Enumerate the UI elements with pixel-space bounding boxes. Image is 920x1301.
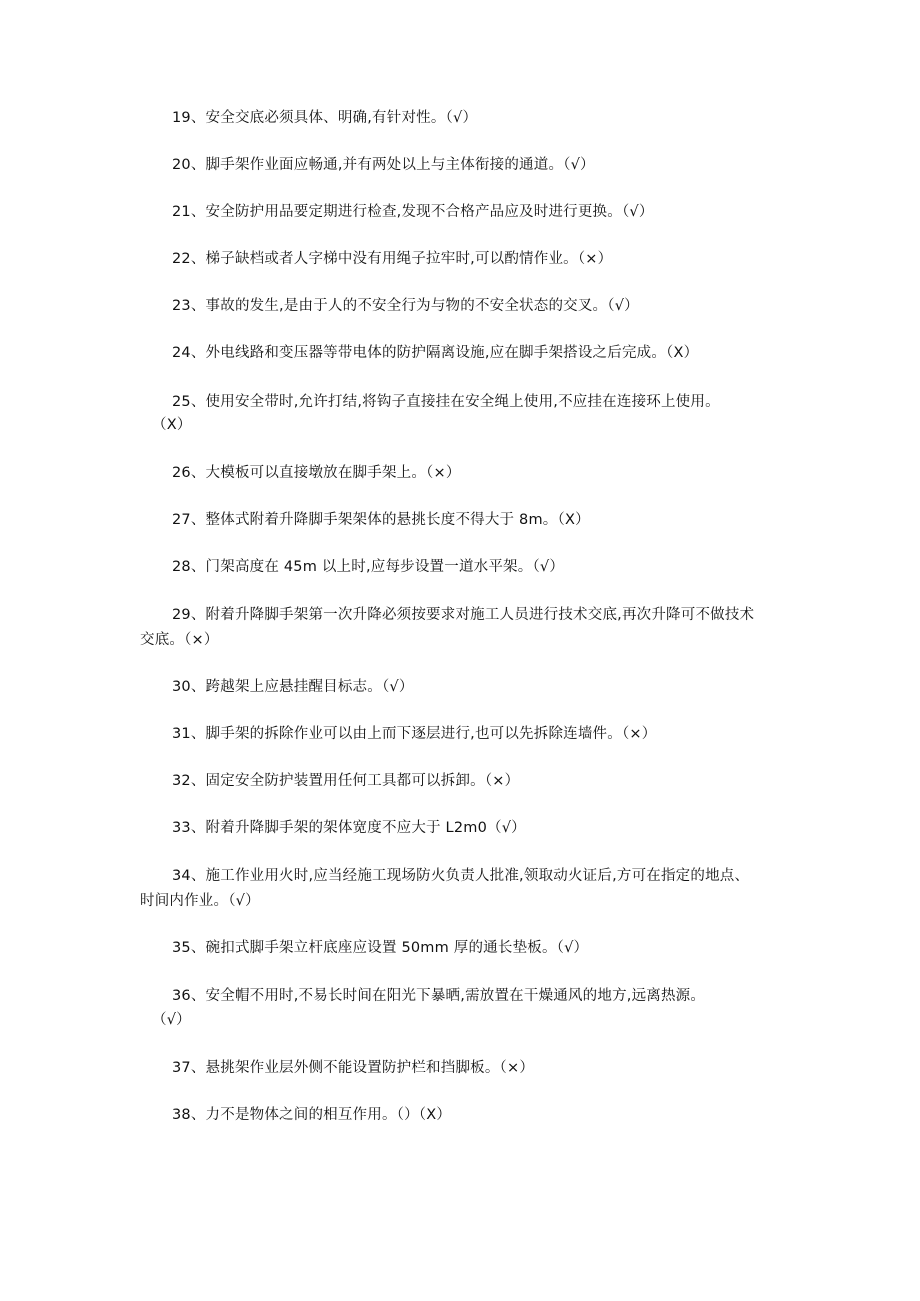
question-continuation [140,889,260,910]
question-text: 27、整体式附着升降脚手架架体的悬挑长度不得大于 8m。（X） [172,512,590,528]
question-text: 36、安全帽不用时,不易长时间在阳光下暴晒,需放置在干燥通风的地方,远离热源。 [172,988,706,1004]
question-text: 33、附着升降脚手架的架体宽度不应大于 L2m0（√） [172,820,526,836]
question-item [172,508,590,529]
question-item [172,200,654,221]
question-text: 20、脚手架作业面应畅通,并有两处以上与主体衔接的通道。（√） [172,157,595,173]
question-text: 35、碗扣式脚手架立杆底座应设置 50mm 厚的通长垫板。（√） [172,940,589,956]
question-text: 24、外电线路和变压器等带电体的防护隔离设施,应在脚手架搭设之后完成。（X） [172,345,699,361]
question-text: 30、跨越架上应悬挂醒目标志。（√） [172,679,414,695]
question-text: 19、安全交底必须具体、明确,有针对性。（√） [172,110,478,126]
question-item [172,864,749,885]
question-text: 32、固定安全防护装置用任何工具都可以拆卸。（×） [172,773,520,789]
question-item [172,555,564,576]
question-item [172,390,720,411]
question-text: （X） [152,417,192,433]
question-item [172,769,519,790]
question-item [172,461,461,482]
question-item [172,603,754,624]
question-item [172,722,656,743]
question-continuation [152,1008,191,1029]
question-item [172,106,477,127]
question-text: 34、施工作业用火时,应当经施工现场防火负责人批准,领取动火证后,方可在指定的地点、 [172,868,750,884]
question-item [172,936,588,957]
question-item [172,153,595,174]
question-text: 21、安全防护用品要定期进行检查,发现不合格产品应及时进行更换。（√） [172,204,654,220]
question-item [172,341,698,362]
question-text: （√） [152,1012,191,1028]
question-text: 22、梯子缺档或者人字梯中没有用绳子拉牢时,可以酌情作业。（×） [172,251,613,267]
question-item [172,984,705,1005]
question-text: 28、门架高度在 45m 以上时,应每步设置一道水平架。（√） [172,559,565,575]
question-text: 23、事故的发生,是由于人的不安全行为与物的不安全状态的交叉。（√） [172,298,639,314]
question-text: 38、力不是物体之间的相互作用。（）（X） [172,1107,452,1123]
question-item [172,1103,451,1124]
question-text: 31、脚手架的拆除作业可以由上而下逐层进行,也可以先拆除连墙件。（×） [172,726,657,742]
question-text: 26、大模板可以直接墩放在脚手架上。（×） [172,465,461,481]
question-text: 交底。（×） [140,632,219,648]
question-item [172,816,526,837]
question-text: 37、悬挑架作业层外侧不能设置防护栏和挡脚板。（×） [172,1060,535,1076]
question-item [172,247,612,268]
question-item [172,675,414,696]
question-text: 时间内作业。（√） [140,893,260,909]
question-continuation [140,628,219,649]
question-text: 29、附着升降脚手架第一次升降必须按要求对施工人员进行技术交底,再次升降可不做技术 [172,607,755,623]
question-continuation [152,413,192,434]
question-item [172,294,639,315]
question-item [172,1056,534,1077]
question-text: 25、使用安全带时,允许打结,将钩子直接挂在安全绳上使用,不应挂在连接环上使用。 [172,394,720,410]
